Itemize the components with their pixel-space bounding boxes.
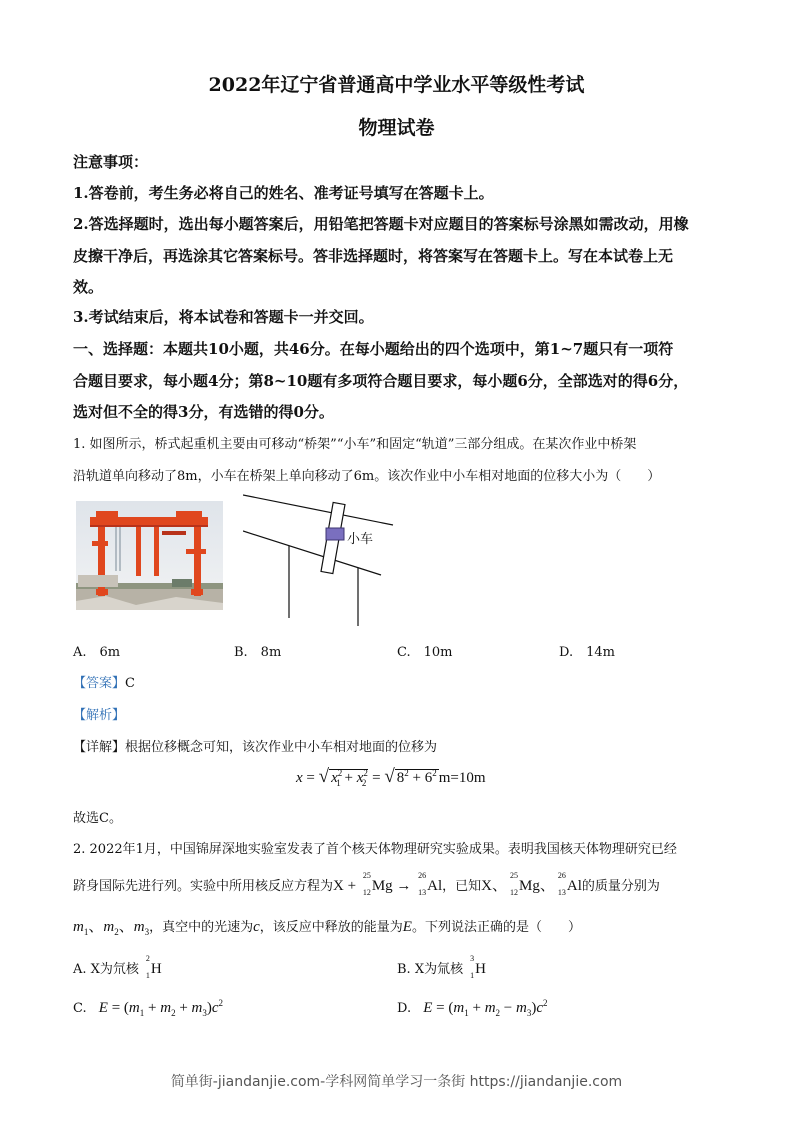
q2-line3-part-d: 。下列说法正确的是（ ） <box>411 920 581 935</box>
q2-line2-part-c: 的质量分别为 <box>581 879 660 894</box>
q2-line2-part-a: 跻身国际先进行列。实验中所用核反应方程为 <box>73 879 334 894</box>
answer-tag: 【答案】 <box>73 676 126 691</box>
formula-lhs: x <box>296 770 303 786</box>
formula-rhs: m=10m <box>438 770 486 786</box>
answer-value: C <box>125 676 135 691</box>
q1-option-c: C. 10m <box>397 645 453 660</box>
q2-line3-part-b: ，真空中的光速为 <box>149 920 254 935</box>
section-1-line1: 一、选择题：本题共10小题，共46分。在每小题给出的四个选项中，第1~7题只有一项符 <box>73 340 674 358</box>
detail-tag: 【详解】 <box>73 740 126 755</box>
crane-photo <box>76 501 223 610</box>
q1-detail <box>73 736 437 755</box>
q1-analysis-tag: 【解析】 <box>73 708 126 723</box>
q1-stem-line2: 沿轨道单向移动了8m，小车在桥架上单向移动了6m。该次作业中小车相对地面的位移大小为（ ） <box>73 469 661 484</box>
q2-stem-line1: 2. 2022年1月，中国锦屏深地实验室发表了首个核天体物理研究实验成果。表明我国核天体物理研究已经 <box>73 842 677 857</box>
q2-stem-line3: $m_1$、$m_2$、$m_3$，真空中的光速为c，该反应中释放的能量为E。下列说法正确的是（ ） <box>73 919 581 937</box>
q2-option-d: D. $E = (m_1 + m_2 - m_3)c^2$ <box>397 998 548 1018</box>
q2-line3-part-c: ，该反应中释放的能量为 <box>259 920 403 935</box>
section-1-line3: 选对但不全的得3分，有选错的得0分。 <box>73 403 334 421</box>
q2-option-c: C. $E = (m_1 + m_2 + m_3)c^2$ <box>73 998 224 1018</box>
q2-option-a: A. X为氘核 2 1 H <box>73 954 162 980</box>
q1-answer <box>73 672 135 691</box>
cart-label: 小车 <box>347 532 374 547</box>
q1-option-d: D. 14m <box>559 645 615 660</box>
detail-text: 根据位移概念可知，该次作业中小车相对地面的位移为 <box>125 740 438 755</box>
notes-item-3: 3.考试结束后，将本试卷和答题卡一并交回。 <box>73 308 374 326</box>
q1-stem-line1: 1. 如图所示，桥式起重机主要由可移动“桥架”“小车”和固定“轨道”三部分组成。在某次作业中桥架 <box>73 437 637 452</box>
notes-item-1: 1.答卷前，考生务必将自己的姓名、准考证号填写在答题卡上。 <box>73 184 494 202</box>
notes-item-2-line2: 皮擦干净后，再选涂其它答案标号。答非选择题时，将答案写在答题卡上。写在本试卷上无 <box>73 247 674 265</box>
crane-schematic-diagram <box>243 493 398 628</box>
exam-title-line2: 物理试卷 <box>358 117 435 139</box>
notes-heading: 注意事项： <box>73 153 149 171</box>
notes-item-2-line1: 2.答选择题时，选出每小题答案后，用铅笔把答题卡对应题目的答案标号涂黑如需改动，用橡 <box>73 215 689 233</box>
page-footer: 简单街-jiandanjie.com-学科网简单学习一条街 https://jiandanjie.com <box>170 1074 623 1090</box>
q1-option-b: B. 8m <box>234 645 282 660</box>
q1-conclusion: 故选C。 <box>73 811 122 826</box>
q1-formula: x = √ $x^2_1 + x^2_2$ = √ $8^2 + 6^2$ m=10m <box>296 766 486 788</box>
q2-line2-part-b: ，已知 <box>442 879 482 894</box>
exam-title-line1: 2022年辽宁省普通高中学业水平等级性考试 <box>208 74 585 96</box>
q2-stem-line2: 跻身国际先进行列。实验中所用核反应方程为X + 25 12 Mg → 26 13 Al，已知X、 25 12 Mg、 26 13 Al的质量分别为 <box>73 871 660 897</box>
notes-item-2-line3: 效。 <box>73 278 104 296</box>
section-1-line2: 合题目要求，每小题4分；第8~10题有多项符合题目要求，每小题6分，全部选对的得6分， <box>73 372 689 390</box>
q1-option-a: A. 6m <box>73 645 121 660</box>
q2-option-b: B. X为氚核 3 1 H <box>397 954 486 980</box>
